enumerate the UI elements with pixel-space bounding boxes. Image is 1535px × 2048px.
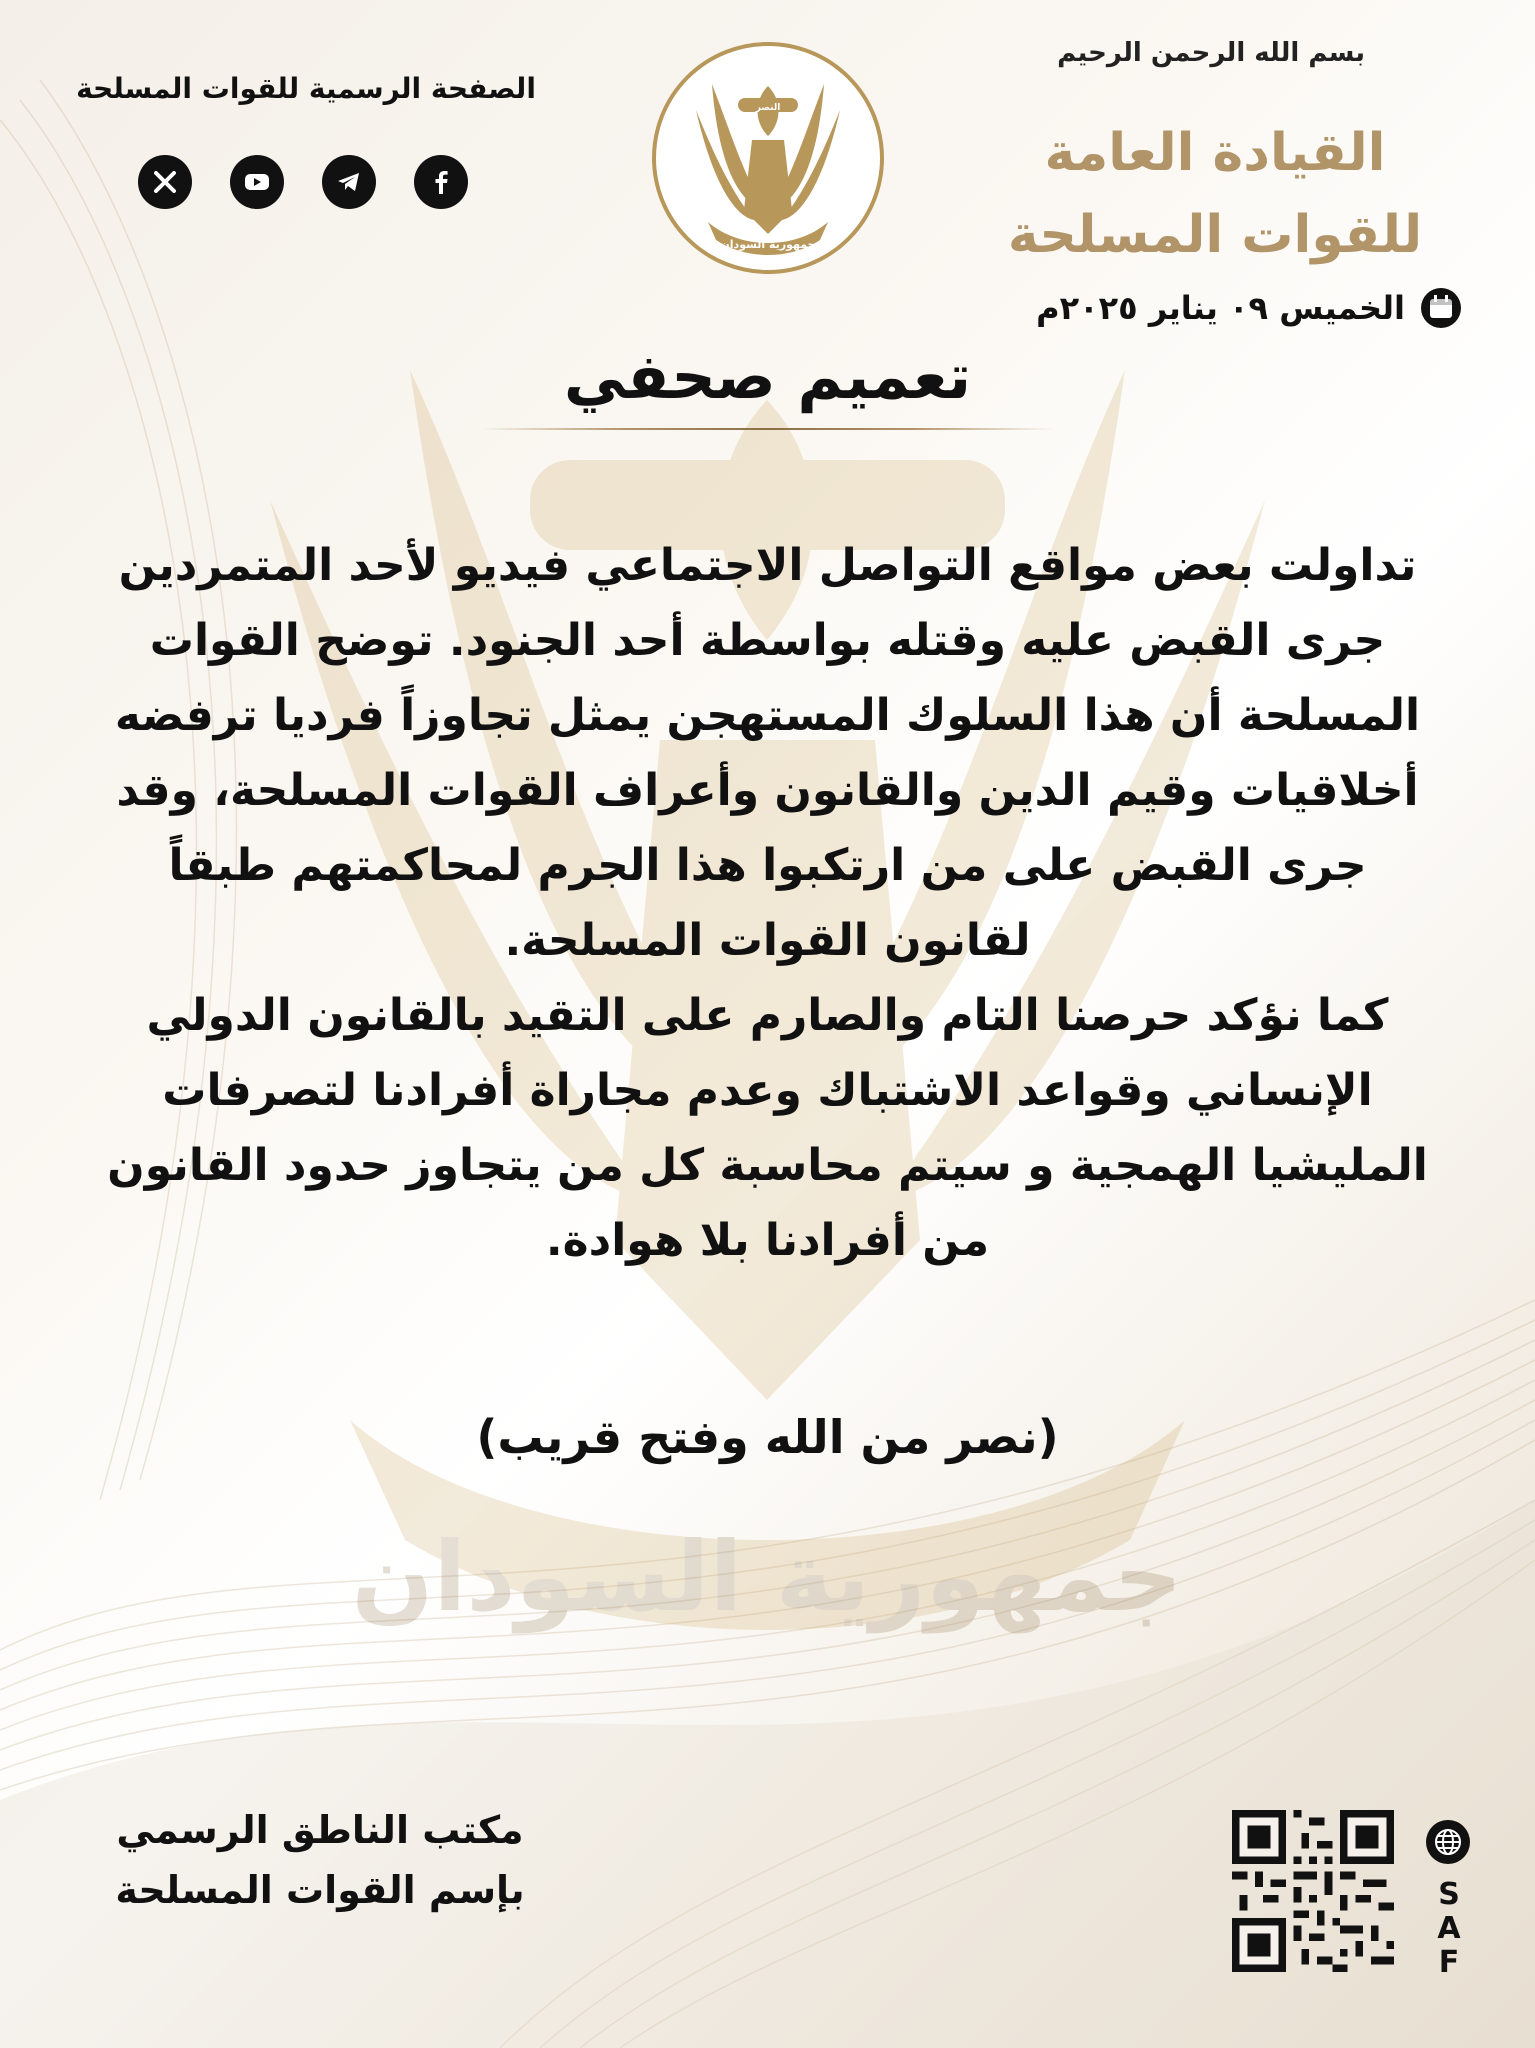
statement-body [100, 528, 1435, 1278]
saf-letter: S [1438, 1877, 1460, 1912]
spokesperson-line: بإسم القوات المسلحة [115, 1868, 525, 1912]
title-divider [480, 428, 1055, 430]
telegram-icon[interactable] [322, 155, 376, 209]
saf-label [1434, 1878, 1464, 1980]
spokesperson-signature [70, 1800, 570, 1920]
motto: (نصر من الله وفتح قريب) [476, 1410, 1059, 1464]
social-links [138, 155, 468, 209]
date-text: الخميس ٠٩ يناير ٢٠٢٥م [1036, 289, 1405, 327]
logo-top-text: النصر [755, 103, 781, 113]
calendar-icon [1419, 286, 1463, 330]
date-row [1036, 286, 1463, 330]
paragraph: كما نؤكد حرصنا التام والصارم على التقيد بالقانون الدولي الإنساني وقواعد الاشتباك وعدم مجاراة أفرادنا لتصرفات المليشيا الهمجية و سيتم محاسبة كل من يتجاوز حدود القانون من أفرادنا بلا هوادة. [107, 990, 1428, 1266]
facebook-icon[interactable] [414, 155, 468, 209]
spokesperson-line: مكتب الناطق الرسمي [116, 1808, 524, 1852]
official-page-label: الصفحة الرسمية للقوات المسلحة [76, 72, 536, 105]
x-icon[interactable] [138, 155, 192, 209]
paragraph: تداولت بعض مواقع التواصل الاجتماعي فيديو لأحد المتمردين جرى القبض عليه وقتله بواسطة أحد الجنود. توضح القوات المسلحة أن هذا السلوك المستهجن يمثل تجاوزاً فرديا ترفضه أخلاقيات وقيم الدين والقانون وأعراف القوات المسلحة، وقد جرى القبض على من ارتكبوا هذا الجرم لمحاكمتهم طبقاً لقانون القوات المسلحة. [114, 540, 1421, 966]
qr-code [1232, 1810, 1394, 1972]
org-title: القيادة العامة للقوات المسلحة [1007, 123, 1423, 265]
armed-forces-logo [650, 40, 886, 276]
youtube-icon[interactable] [230, 155, 284, 209]
basmala: بسم الله الرحمن الرحيم [1057, 38, 1365, 68]
page-title: تعميم صحفي [563, 340, 972, 413]
saf-letter: A [1437, 1911, 1461, 1946]
logo-bottom-text: جمهورية السودان [720, 238, 816, 251]
saf-letter: F [1438, 1945, 1460, 1980]
globe-icon [1424, 1818, 1472, 1866]
watermark-text: جمهورية السودان [351, 1521, 1183, 1633]
